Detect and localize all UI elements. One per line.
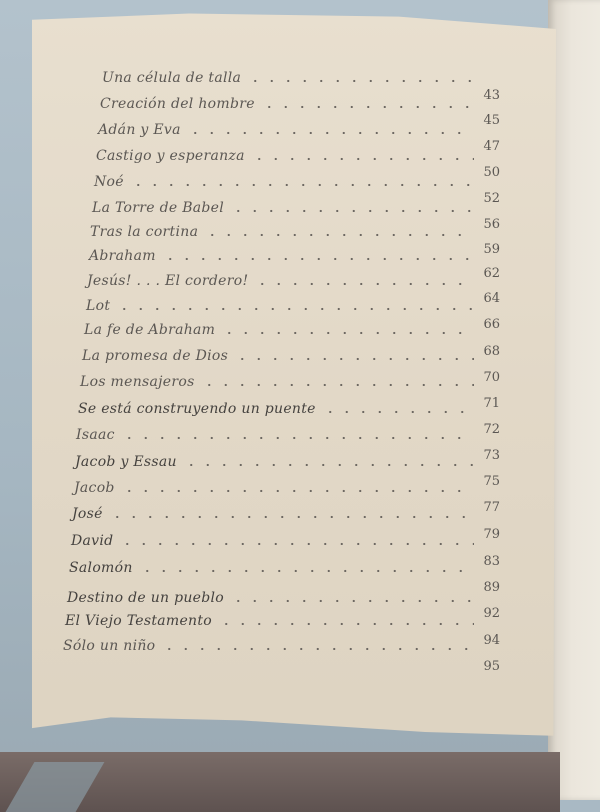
- toc-entry: [74, 480, 474, 502]
- dot-leader: [254, 275, 474, 285]
- dot-leader: [109, 508, 474, 518]
- dot-leader: [187, 124, 474, 134]
- toc-entry-page: 68: [483, 344, 500, 359]
- toc-entry: [69, 560, 474, 582]
- dot-leader: [261, 98, 474, 108]
- dot-leader: [130, 176, 474, 186]
- toc-entry: [78, 401, 474, 423]
- dot-leader: [162, 250, 474, 260]
- toc-entry-title: Castigo y esperanza: [96, 148, 245, 164]
- toc-entry-title: Jacob: [74, 480, 115, 496]
- toc-entry-page: 75: [483, 474, 500, 489]
- dot-leader: [121, 482, 474, 492]
- toc-entry: [98, 122, 474, 144]
- dot-leader: [221, 324, 474, 334]
- toc-entry-title: José: [72, 506, 103, 522]
- toc-entry-title: Sólo un niño: [63, 638, 156, 654]
- dot-leader: [139, 562, 474, 572]
- toc-entry-page: 62: [483, 266, 500, 281]
- toc-entry-title: Jesús! . . . El cordero!: [87, 273, 249, 289]
- dot-leader: [121, 429, 474, 439]
- toc-entry: [86, 298, 474, 320]
- toc-entry-page: 50: [483, 165, 500, 180]
- toc-entry-page: 56: [483, 217, 500, 232]
- toc-entry-page: 70: [483, 370, 500, 385]
- dot-leader: [116, 300, 474, 310]
- toc-entry-title: Jacob y Essau: [75, 454, 177, 470]
- toc-entry-title: Lot: [86, 298, 111, 314]
- toc-entry-title: Salomón: [69, 560, 133, 576]
- toc-entry-page: 89: [483, 580, 500, 595]
- toc-entry-title: El Viejo Testamento: [65, 613, 213, 629]
- toc-entry: [71, 533, 474, 555]
- toc-entry-title: Creación del hombre: [100, 96, 255, 112]
- toc-entry-title: Destino de un pueblo: [67, 590, 225, 606]
- toc-entry: [63, 638, 474, 660]
- toc-entry: [102, 70, 474, 92]
- toc-entry-title: Los mensajeros: [80, 374, 195, 390]
- toc-entry-title: Abraham: [89, 248, 156, 264]
- toc-entry: [92, 200, 474, 222]
- toc-entry-title: La fe de Abraham: [84, 322, 216, 338]
- toc-entry-title: La promesa de Dios: [82, 348, 229, 364]
- toc-entry: [94, 174, 474, 196]
- toc-entry-title: Tras la cortina: [90, 224, 199, 240]
- toc-entry-title: David: [71, 533, 114, 549]
- dot-leader: [251, 150, 474, 160]
- toc-entry: [72, 506, 474, 528]
- toc-entry: [80, 374, 474, 396]
- toc-entry: [76, 427, 474, 449]
- toc-entry: [82, 348, 474, 370]
- dot-leader: [204, 226, 474, 236]
- toc-entry-title: Una célula de talla: [102, 70, 242, 86]
- toc-entry-title: Noé: [94, 174, 124, 190]
- toc-entry-page: 72: [483, 422, 500, 437]
- dot-leader: [119, 535, 474, 545]
- toc-entry: [90, 224, 474, 246]
- toc-entry: [75, 454, 474, 476]
- toc-entry-title: Isaac: [76, 427, 115, 443]
- toc-entry-title: La Torre de Babel: [92, 200, 225, 216]
- toc-entry-page: 95: [483, 659, 500, 674]
- toc-entry-title: Se está construyendo un puente: [78, 401, 316, 417]
- dot-leader: [230, 202, 474, 212]
- toc-entry-page: 92: [483, 606, 500, 621]
- toc-entry-page: 59: [483, 242, 500, 257]
- dot-leader: [234, 350, 474, 360]
- toc-entry-page: 83: [483, 554, 500, 569]
- toc-entry-page: 47: [483, 139, 500, 154]
- toc-entry-title: Adán y Eva: [98, 122, 181, 138]
- toc-entry-page: 94: [483, 633, 500, 648]
- dot-leader: [322, 403, 474, 413]
- toc-entry: [65, 613, 474, 635]
- toc-entry-page: 64: [483, 291, 500, 306]
- dot-leader: [161, 640, 474, 650]
- dot-leader: [201, 376, 474, 386]
- toc-entry-page: 77: [483, 500, 500, 515]
- toc-entry: [84, 322, 474, 344]
- toc-entry-page: 79: [483, 527, 500, 542]
- toc-entry: [96, 148, 474, 170]
- toc-entry: [89, 248, 474, 270]
- dot-leader: [230, 592, 474, 602]
- toc-entry-page: 52: [483, 191, 500, 206]
- toc-entry-page: 71: [483, 396, 500, 411]
- toc-entry: [67, 590, 474, 612]
- toc-entry: [87, 273, 474, 295]
- toc-entry: [100, 96, 474, 118]
- toc-entry-page: 73: [483, 448, 500, 463]
- toc-entry-page: 66: [483, 317, 500, 332]
- toc-entry-page: 43: [483, 88, 500, 103]
- dot-leader: [247, 72, 474, 82]
- dot-leader: [183, 456, 474, 466]
- dot-leader: [218, 615, 474, 625]
- toc-entry-page: 45: [483, 113, 500, 128]
